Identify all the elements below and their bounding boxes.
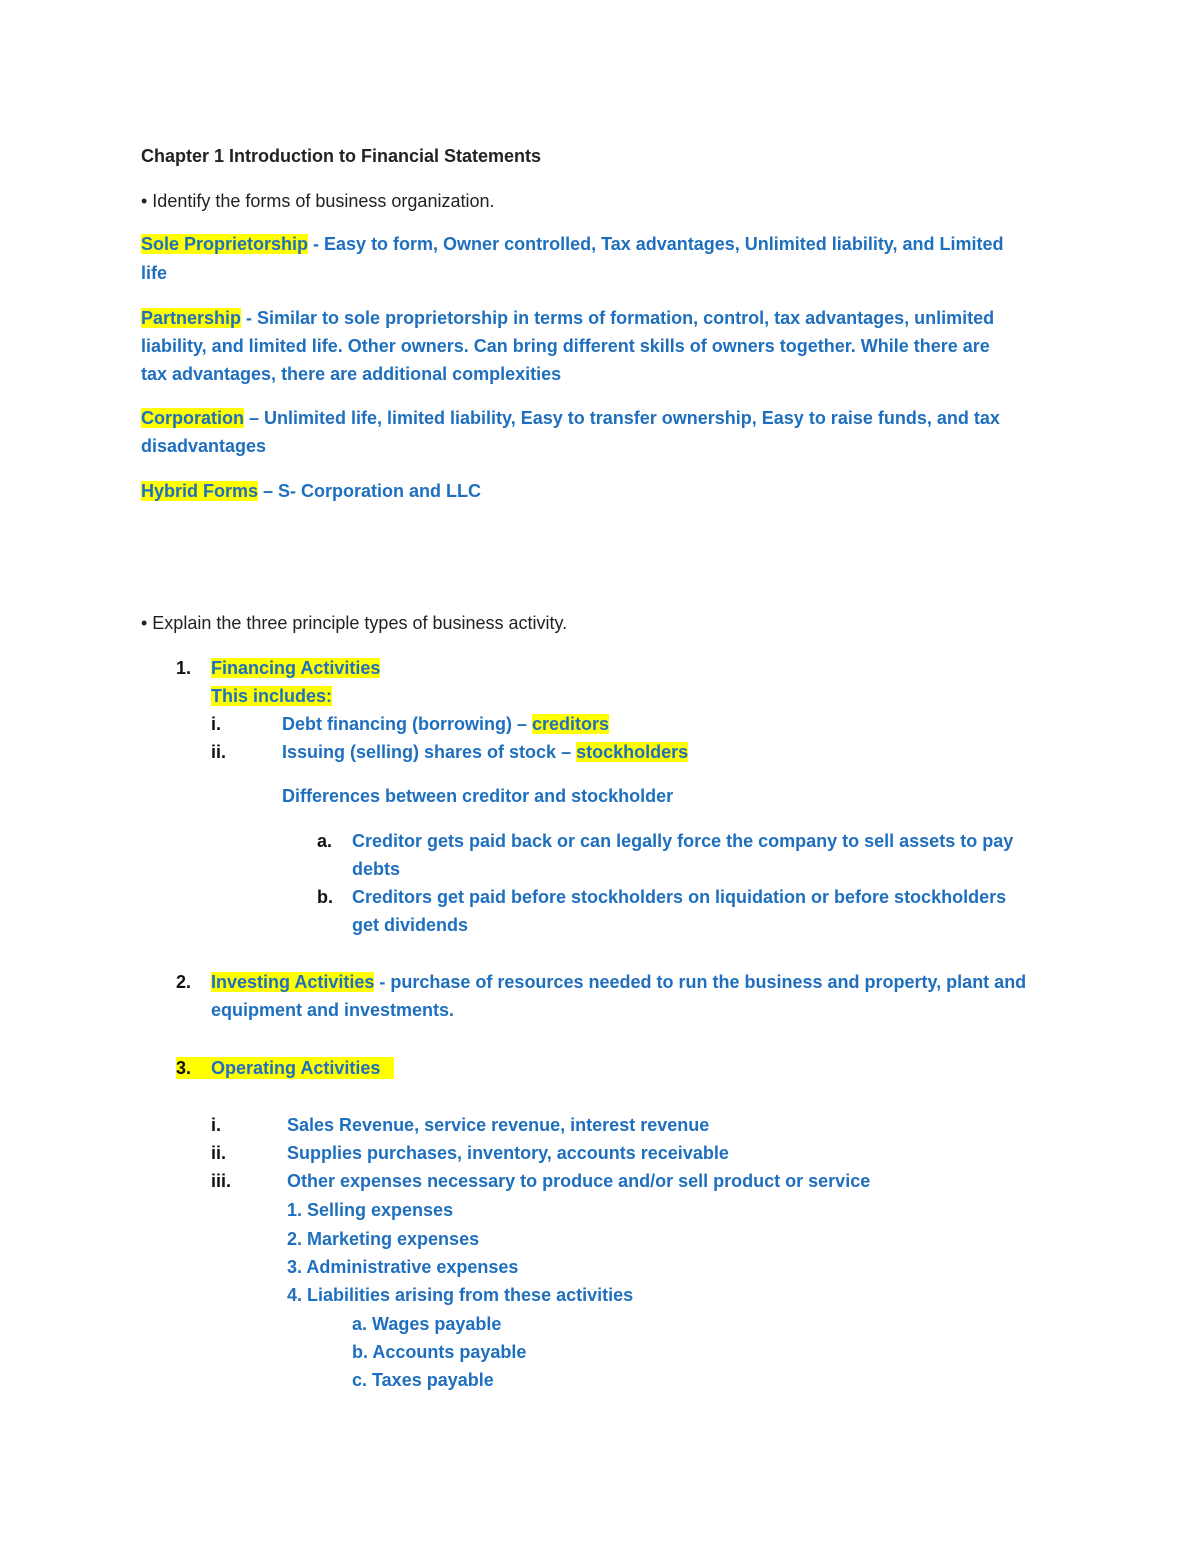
investing-title: Investing Activities: [211, 972, 375, 992]
difference-b-line-2: get dividends: [352, 915, 469, 935]
sole-proprietorship-term: Sole Proprietorship: [141, 234, 309, 254]
expense-administrative: 3. Administrative expenses: [287, 1257, 519, 1277]
financing-item-2-highlight: stockholders: [576, 742, 689, 762]
investing-line-2: equipment and investments.: [211, 1000, 455, 1020]
partnership-line-1: [141, 307, 994, 329]
operating-item-3-number: iii.: [211, 1171, 232, 1191]
hybrid-forms-term: Hybrid Forms: [141, 481, 259, 501]
operating-heading: [176, 1057, 394, 1079]
sole-proprietorship-line-2: life: [141, 263, 168, 283]
corporation-line-2: disadvantages: [141, 436, 267, 456]
partnership-desc: - Similar to sole proprietorship in terms of formation, control, tax advantages, unlimited: [241, 308, 995, 328]
difference-a-number: a.: [317, 831, 333, 851]
financing-item-1-highlight: creditors: [532, 714, 610, 734]
operating-item-2-number: ii.: [211, 1143, 227, 1163]
page-title: Chapter 1 Introduction to Financial Statements: [141, 146, 542, 166]
financing-item-2-number: ii.: [211, 742, 227, 762]
financing-number: 1.: [176, 658, 192, 678]
partnership-term: Partnership: [141, 308, 242, 328]
partnership-line-3: tax advantages, there are additional complexities: [141, 364, 562, 384]
financing-item-1-text: Debt financing (borrowing) –: [282, 714, 532, 734]
operating-title: Operating Activities: [211, 1058, 381, 1078]
objective-1: • Identify the forms of business organization.: [141, 191, 495, 211]
difference-b-line-1: Creditors get paid before stockholders on liquidation or before stockholders: [352, 887, 1007, 907]
expense-marketing: 2. Marketing expenses: [287, 1229, 480, 1249]
liability-accounts: b. Accounts payable: [352, 1342, 527, 1362]
difference-a-line-2: debts: [352, 859, 401, 879]
corporation-term: Corporation: [141, 408, 244, 428]
liability-taxes: c. Taxes payable: [352, 1370, 494, 1390]
hybrid-forms-line: [141, 480, 481, 502]
differences-heading: Differences between creditor and stockholder: [282, 786, 674, 806]
expense-selling: 1. Selling expenses: [287, 1200, 454, 1220]
operating-item-1-number: i.: [211, 1115, 222, 1135]
financing-item-1: [282, 713, 609, 735]
corporation-line-1: [141, 407, 1000, 429]
difference-a-line-1: Creditor gets paid back or can legally force the company to sell assets to pay: [352, 831, 1014, 851]
operating-number: 3.: [176, 1058, 192, 1078]
operating-item-3: Other expenses necessary to produce and/or sell product or service: [287, 1171, 871, 1191]
sole-proprietorship-line-1: [141, 233, 1004, 255]
difference-b-number: b.: [317, 887, 333, 907]
financing-item-2: [282, 741, 688, 763]
investing-number: 2.: [176, 972, 192, 992]
financing-item-1-number: i.: [211, 714, 222, 734]
hybrid-forms-desc: – S- Corporation and LLC: [258, 481, 482, 501]
investing-line-1: [211, 971, 1026, 993]
financing-item-2-text: Issuing (selling) shares of stock –: [282, 742, 577, 762]
operating-item-1: Sales Revenue, service revenue, interest revenue: [287, 1115, 710, 1135]
objective-2: • Explain the three principle types of business activity.: [141, 613, 568, 633]
sole-proprietorship-desc: - Easy to form, Owner controlled, Tax advantages, Unlimited liability, and Limited: [308, 234, 1004, 254]
financing-includes: [211, 685, 332, 707]
expense-liabilities: 4. Liabilities arising from these activities: [287, 1285, 634, 1305]
financing-title-text: Financing Activities: [211, 658, 381, 678]
operating-item-2: Supplies purchases, inventory, accounts receivable: [287, 1143, 729, 1163]
investing-desc: - purchase of resources needed to run the business and property, plant and: [374, 972, 1027, 992]
liability-wages: a. Wages payable: [352, 1314, 502, 1334]
corporation-desc: – Unlimited life, limited liability, Easy to transfer ownership, Easy to raise funds, and tax: [244, 408, 1000, 428]
financing-includes-text: This includes:: [211, 686, 333, 706]
financing-title: [211, 657, 380, 679]
partnership-line-2: liability, and limited life. Other owners. Can bring different skills of owners together. While there are: [141, 336, 990, 356]
